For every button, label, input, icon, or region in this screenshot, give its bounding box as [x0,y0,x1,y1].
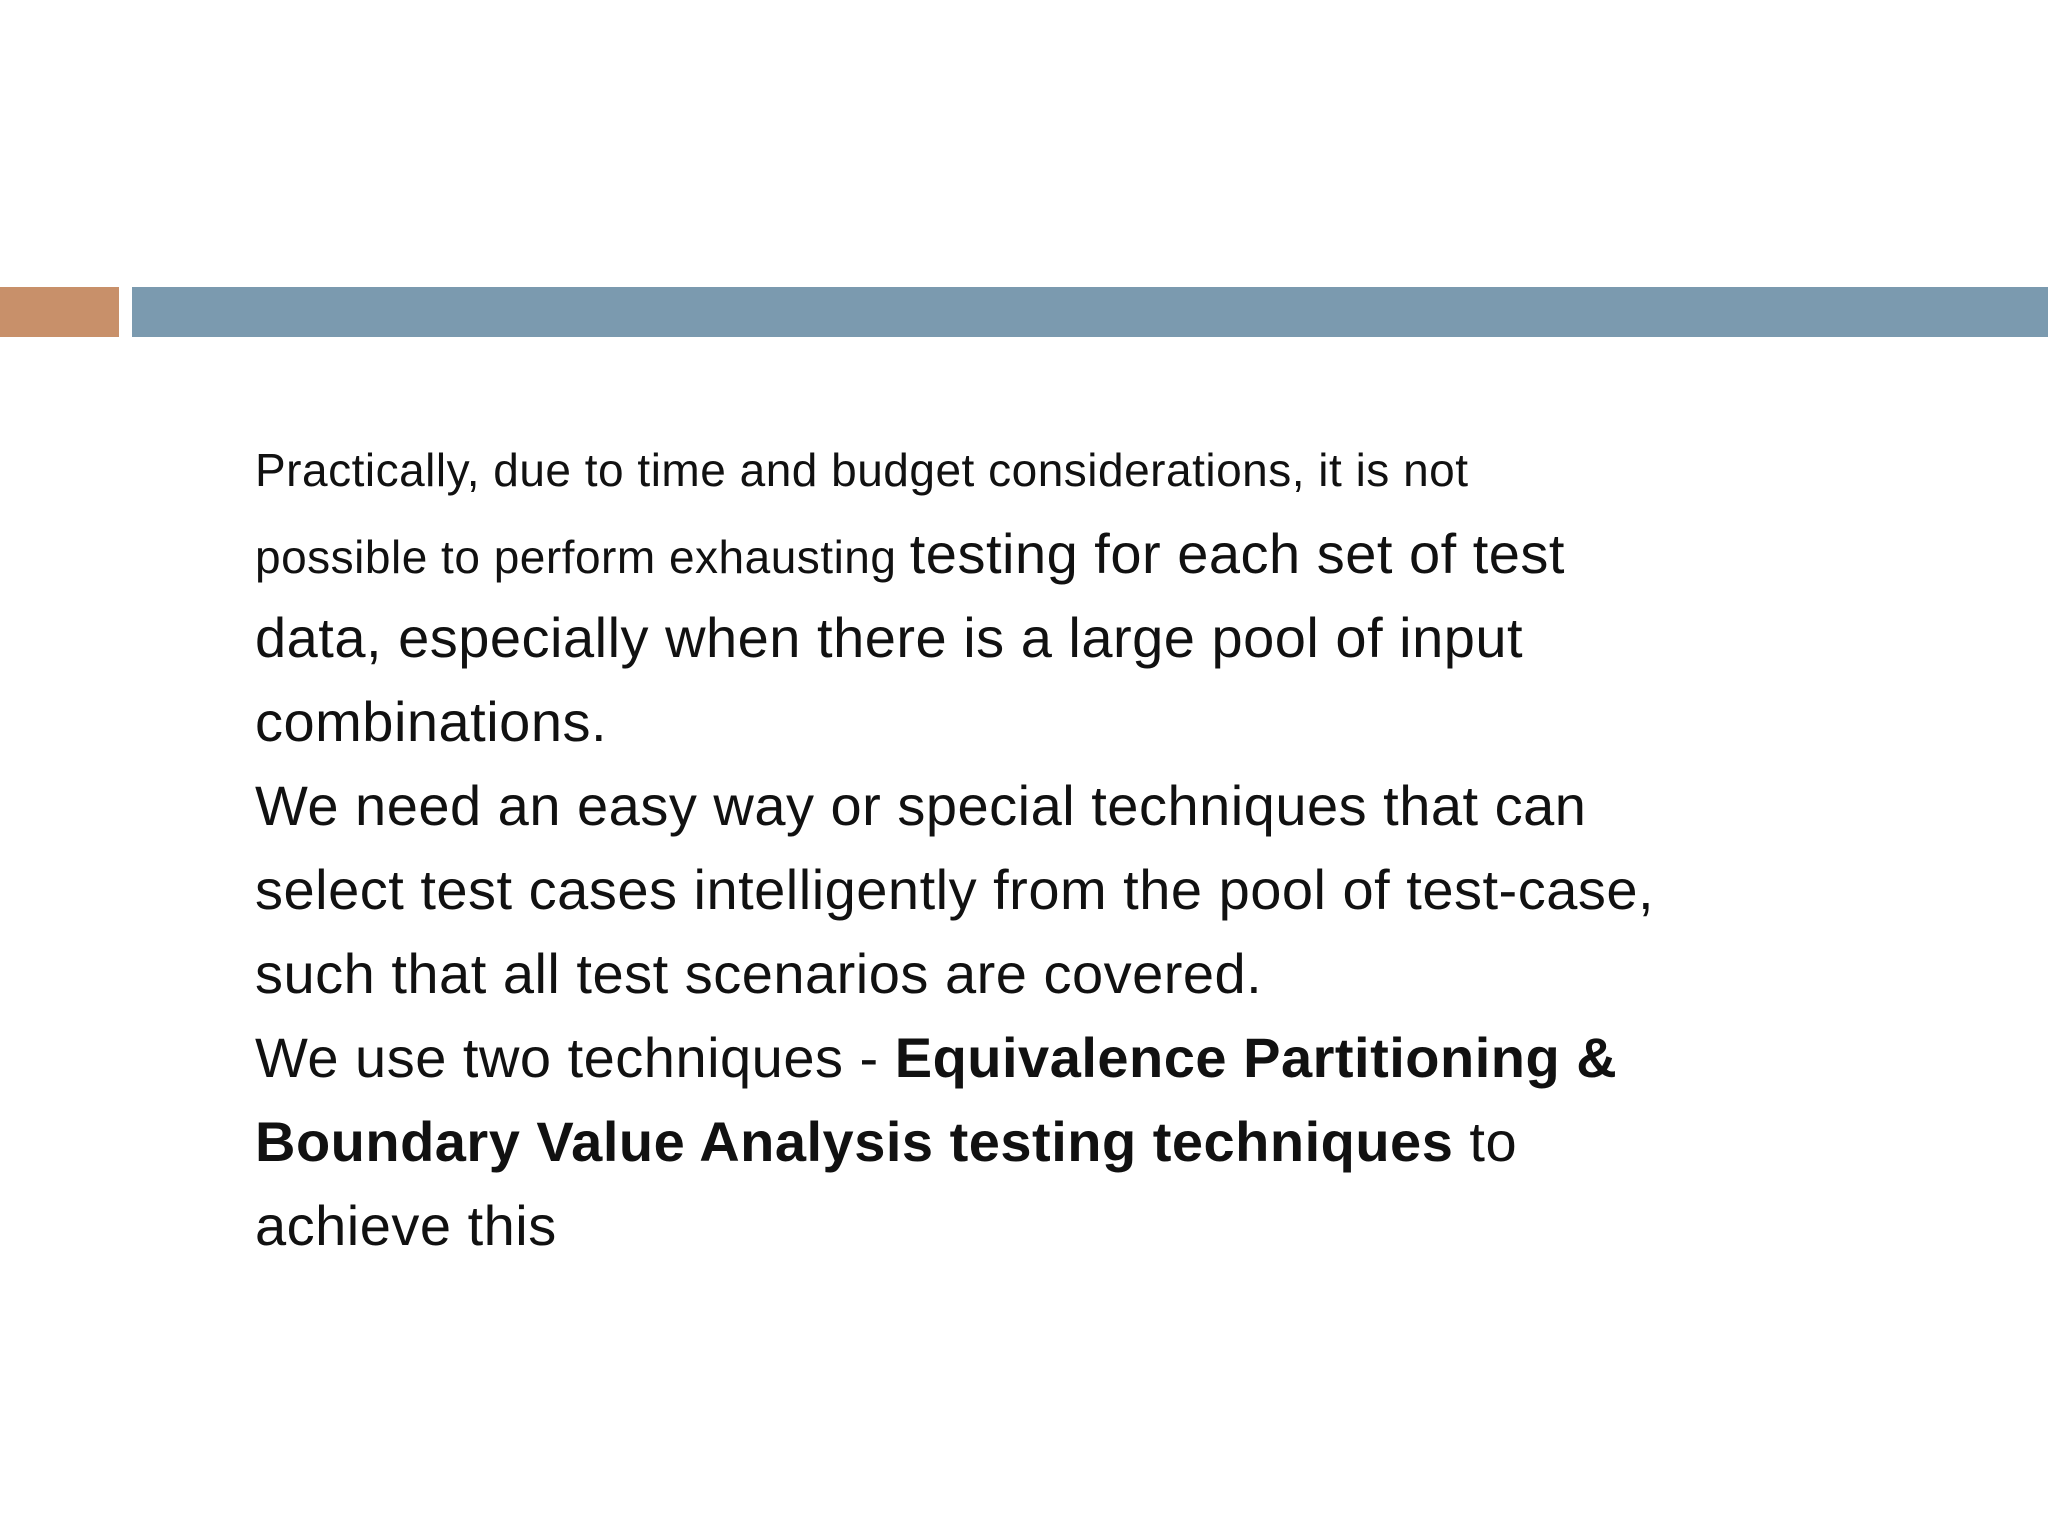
text-line [255,1100,1855,1184]
text-span: select test cases intelligently from the pool of test-case, [255,858,1655,921]
text-span: data, especially when there is a large pool of input [255,606,1524,669]
text-span: to [1453,1110,1518,1173]
text-line [255,512,1855,596]
text-span: We need an easy way or special techniques that can [255,774,1587,837]
text-line [255,428,1855,512]
bold-text-span: Equivalence Partitioning & [894,1026,1618,1089]
text-span: testing for each set of test [909,522,1565,585]
text-line [255,764,1855,848]
text-line [255,932,1855,1016]
text-line [255,596,1855,680]
slide-body-text [255,428,1855,1268]
text-line [255,680,1855,764]
text-span: possible to perform exhausting [255,531,910,583]
text-line [255,1184,1855,1268]
text-span: combinations. [255,690,608,753]
text-span: achieve this [255,1194,557,1257]
bold-text-span: Boundary Value Analysis testing techniques [255,1110,1454,1173]
accent-block [0,287,119,337]
text-line [255,848,1855,932]
text-span: Practically, due to time and budget considerations, it is not [255,444,1469,496]
title-bar [132,287,2048,337]
text-span: We use two techniques - [255,1026,895,1089]
text-span: such that all test scenarios are covered. [255,942,1263,1005]
text-line [255,1016,1855,1100]
